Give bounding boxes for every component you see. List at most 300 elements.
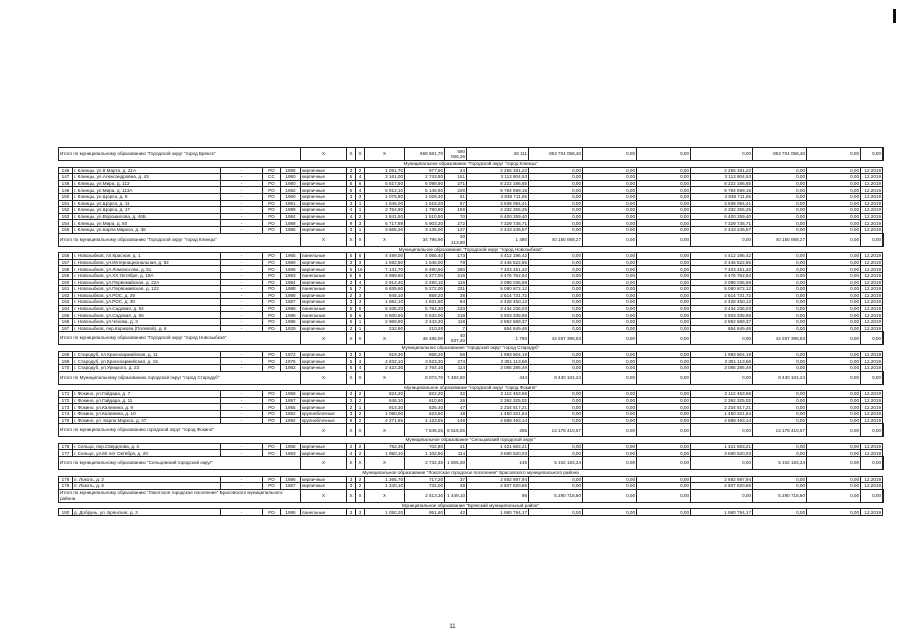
section-title: Муниципальное образование "городской округ "город Фокино" bbox=[59, 384, 883, 391]
table-cell: панельные bbox=[301, 253, 347, 260]
table-cell: 0,00 bbox=[807, 443, 861, 450]
table-cell: кирпичные bbox=[301, 220, 347, 227]
table-cell: 168 bbox=[59, 351, 73, 358]
table-cell: 1 bbox=[356, 404, 365, 411]
table-cell: 161 bbox=[59, 286, 73, 293]
table-row bbox=[59, 483, 884, 490]
total-cell bbox=[883, 424, 884, 437]
table-cell: 0,00 bbox=[637, 266, 691, 273]
total-cell: 95 bbox=[467, 489, 529, 502]
table-cell: кирпичные bbox=[301, 450, 347, 457]
table-cell: 0,00 bbox=[807, 187, 861, 194]
total-row bbox=[59, 456, 884, 469]
total-cell: 853 704 058,40 bbox=[529, 148, 583, 161]
table-cell: кирпичные bbox=[301, 391, 347, 398]
table-cell: 0,00 bbox=[753, 325, 807, 332]
table-row bbox=[59, 220, 884, 227]
table-cell: 1985 bbox=[281, 167, 301, 174]
total-cell: X bbox=[347, 456, 356, 469]
table-cell: 2 334 817,21 bbox=[467, 404, 529, 411]
table-row bbox=[59, 312, 884, 319]
table-cell: 3 bbox=[356, 299, 365, 306]
table-cell: 166 bbox=[59, 319, 73, 326]
table-cell: 226 bbox=[445, 187, 467, 194]
table-cell: 3 639 094,41 bbox=[467, 200, 529, 207]
table-cell: 6 bbox=[356, 180, 365, 187]
table-cell: кирпичные bbox=[301, 292, 347, 299]
total-cell: 0,00 bbox=[807, 371, 861, 384]
table-cell: 2 bbox=[356, 411, 365, 418]
table-cell: 654 649,48 bbox=[691, 325, 753, 332]
table-cell: 180 bbox=[59, 509, 73, 516]
table-cell: 1 982,10 bbox=[365, 299, 405, 306]
table-cell: 822,20 bbox=[405, 391, 445, 398]
table-cell: 1 029,40 bbox=[405, 193, 445, 200]
table-cell: 4 bbox=[347, 213, 356, 220]
table-cell: 2 443 245,57 bbox=[691, 226, 753, 233]
table-cell: 12.2019 bbox=[861, 272, 883, 279]
table-cell: 0,00 bbox=[583, 305, 637, 312]
table-cell: - bbox=[221, 193, 263, 200]
table-cell: 1 bbox=[356, 200, 365, 207]
total-row bbox=[59, 332, 884, 345]
table-cell: панельные bbox=[301, 286, 347, 293]
table-cell: - bbox=[221, 299, 263, 306]
table-cell: 0,00 bbox=[807, 272, 861, 279]
total-cell: 8 430 104,24 bbox=[529, 371, 583, 384]
table-cell: 0,00 bbox=[753, 180, 807, 187]
table-cell: 3 bbox=[347, 411, 356, 418]
table-cell: 0,00 bbox=[753, 272, 807, 279]
table-cell: 6 839,60 bbox=[365, 286, 405, 293]
table-cell: 0,00 bbox=[753, 266, 807, 273]
total-row bbox=[59, 371, 884, 384]
table-cell: г. Новозыбков, ул.Чехова, д. 3 bbox=[73, 319, 221, 326]
table-cell: 3 085 286,49 bbox=[467, 365, 529, 372]
table-cell: 151 bbox=[445, 174, 467, 181]
table-cell: 0,00 bbox=[753, 483, 807, 490]
table-cell: крупноблочные bbox=[301, 417, 347, 424]
table-cell: 12.2019 bbox=[861, 319, 883, 326]
table-cell: 3 bbox=[356, 193, 365, 200]
total-cell: 0,00 bbox=[807, 489, 861, 502]
table-cell: 2 446 522,85 bbox=[467, 259, 529, 266]
table-cell: 0,00 bbox=[583, 450, 637, 457]
table-cell: 2 bbox=[356, 213, 365, 220]
table-cell: 2 862 669,37 bbox=[467, 319, 529, 326]
table-cell: 148 bbox=[59, 180, 73, 187]
table-cell: 4 332 255,25 bbox=[467, 207, 529, 214]
table-cell: 0,00 bbox=[807, 266, 861, 273]
table-cell: 170 bbox=[59, 365, 73, 372]
table-row bbox=[59, 226, 884, 233]
table-cell: 7 403 451,32 bbox=[691, 266, 753, 273]
table-cell: 5 bbox=[347, 253, 356, 260]
table-cell: 0,00 bbox=[529, 279, 583, 286]
table-cell: 12.2019 bbox=[861, 397, 883, 404]
table-cell: 0,00 bbox=[529, 174, 583, 181]
table-cell: г. Фокино, ул.Калинина, д. 10 bbox=[73, 411, 221, 418]
table-cell: 2 764,80 bbox=[365, 207, 405, 214]
table-cell: 3 113 804,53 bbox=[467, 174, 529, 181]
table-cell: 1984 bbox=[281, 279, 301, 286]
table-cell: 0,00 bbox=[753, 312, 807, 319]
total-cell: 0,00 bbox=[691, 233, 753, 246]
table-cell: 1 bbox=[356, 207, 365, 214]
table-cell: 7 329 736,71 bbox=[467, 220, 529, 227]
table-cell: г. Стародуб, ул.Красноармейская, д. 15 bbox=[73, 358, 221, 365]
table-cell: крупноблочные bbox=[301, 411, 347, 418]
table-cell: 37 bbox=[445, 476, 467, 483]
table-cell: 0,00 bbox=[753, 509, 807, 516]
table-cell: г. Новозыбков, пер.Коржова (Полевой), д. 6 bbox=[73, 325, 221, 332]
table-cell: 1 518,20 bbox=[405, 200, 445, 207]
table-cell: г. Клинцы, ул.Мира, д. 113 bbox=[73, 180, 221, 187]
table-cell: 654 649,48 bbox=[467, 325, 529, 332]
table-cell: РО bbox=[263, 312, 281, 319]
table-cell: 0,00 bbox=[637, 167, 691, 174]
table-cell: 7 329 736,71 bbox=[691, 220, 753, 227]
table-cell: панельные bbox=[301, 312, 347, 319]
table-cell: 0,00 bbox=[583, 404, 637, 411]
table-cell: РО bbox=[263, 226, 281, 233]
table-cell: 12.2019 bbox=[861, 483, 883, 490]
table-cell: 0,00 bbox=[807, 299, 861, 306]
table-cell: 67 bbox=[445, 200, 467, 207]
table-cell: 1957 bbox=[281, 397, 301, 404]
table-cell: 26 bbox=[445, 397, 467, 404]
table-cell: РО bbox=[263, 200, 281, 207]
table-cell: 1989 bbox=[281, 207, 301, 214]
table-row bbox=[59, 259, 884, 266]
table-cell: 12.2019 bbox=[861, 266, 883, 273]
table-row bbox=[59, 391, 884, 398]
table-cell: г. Клинцы, ул.Щорса, д. 9 bbox=[73, 193, 221, 200]
table-cell: 0,00 bbox=[807, 207, 861, 214]
table-cell: 3 bbox=[347, 509, 356, 516]
table-cell: 5 532,00 bbox=[405, 312, 445, 319]
total-cell: X bbox=[301, 332, 347, 345]
table-cell: 0,00 bbox=[637, 174, 691, 181]
total-label: Итого по Муниципальному образованию городской округ "город Стародуб" bbox=[59, 371, 301, 384]
table-cell: 1 980 794,17 bbox=[691, 509, 753, 516]
table-cell: 2 bbox=[356, 417, 365, 424]
table-cell: - bbox=[221, 200, 263, 207]
total-cell: X bbox=[347, 424, 356, 437]
table-cell: 3 096 036,88 bbox=[691, 279, 753, 286]
table-cell: 156 bbox=[59, 253, 73, 260]
table-cell: 1987 bbox=[281, 299, 301, 306]
total-cell: 0,00 bbox=[691, 371, 753, 384]
table-cell: 0,00 bbox=[583, 213, 637, 220]
table-cell: 1 510,50 bbox=[405, 213, 445, 220]
table-cell: 0,00 bbox=[637, 312, 691, 319]
table-cell: 0,00 bbox=[807, 483, 861, 490]
table-cell: 12.2019 bbox=[861, 253, 883, 260]
table-cell: РО bbox=[263, 253, 281, 260]
table-cell: д. Добрунь, ул. Брянская, д. 3 bbox=[73, 509, 221, 516]
table-cell: 945,10 bbox=[365, 292, 405, 299]
table-cell: 38 bbox=[445, 483, 467, 490]
section-title: Муниципальное образование "Брянский муниципальный район" bbox=[59, 502, 883, 509]
table-cell: 0,00 bbox=[637, 207, 691, 214]
table-cell: 233 bbox=[445, 305, 467, 312]
table-cell: 1972 bbox=[281, 351, 301, 358]
table-cell: 951,60 bbox=[405, 509, 445, 516]
table-cell: 6 bbox=[356, 305, 365, 312]
table-cell: - bbox=[221, 213, 263, 220]
table-cell: 3 135,00 bbox=[405, 226, 445, 233]
table-cell: 0,00 bbox=[807, 509, 861, 516]
table-cell: 7 bbox=[356, 286, 365, 293]
table-cell: 51 bbox=[445, 193, 467, 200]
table-cell: 4 bbox=[356, 187, 365, 194]
table-cell: 231 bbox=[445, 286, 467, 293]
table-cell: 1995 bbox=[281, 509, 301, 516]
table-cell: 5 bbox=[347, 319, 356, 326]
total-cell: 7 482,60 bbox=[445, 371, 467, 384]
table-cell: 146 bbox=[59, 167, 73, 174]
table-cell: 0,00 bbox=[637, 404, 691, 411]
table-cell: 0,00 bbox=[583, 207, 637, 214]
table-cell: 0,00 bbox=[807, 200, 861, 207]
total-cell: 0,00 bbox=[637, 424, 691, 437]
table-cell: 171 bbox=[59, 391, 73, 398]
table-cell: 3 bbox=[347, 279, 356, 286]
table-cell: РО bbox=[263, 391, 281, 398]
table-cell: 12.2019 bbox=[861, 325, 883, 332]
table-cell: панельные bbox=[301, 305, 347, 312]
table-cell: 3 bbox=[347, 476, 356, 483]
table-cell: 1 421 663,21 bbox=[467, 443, 529, 450]
table-row bbox=[59, 411, 884, 418]
table-cell: 174 bbox=[59, 411, 73, 418]
table-cell: 0,00 bbox=[753, 207, 807, 214]
table-cell: 2 256 181,22 bbox=[467, 167, 529, 174]
table-cell: 0,00 bbox=[753, 200, 807, 207]
table-cell: 8 222 186,65 bbox=[467, 180, 529, 187]
total-cell: 13 178 410,57 bbox=[753, 424, 807, 437]
table-row bbox=[59, 266, 884, 273]
table-cell: г. Новозыбков, ул.Садовая, д. 54 bbox=[73, 305, 221, 312]
table-cell: 0,00 bbox=[583, 391, 637, 398]
table-cell: 0,00 bbox=[583, 292, 637, 299]
table-cell: - bbox=[221, 305, 263, 312]
table-cell: кирпичные bbox=[301, 319, 347, 326]
table-cell: 5 812,10 bbox=[365, 187, 405, 194]
table-cell: РО bbox=[263, 259, 281, 266]
table-cell: 6 490,50 bbox=[405, 266, 445, 273]
table-cell: СС bbox=[263, 174, 281, 181]
total-cell: 853 704 058,40 bbox=[753, 148, 807, 161]
table-cell: 159 bbox=[445, 207, 467, 214]
table-cell: 12.2019 bbox=[861, 404, 883, 411]
table-cell: 9 bbox=[347, 417, 356, 424]
table-cell: - bbox=[221, 450, 263, 457]
table-cell: 70 bbox=[445, 213, 467, 220]
section-row bbox=[59, 161, 884, 168]
table-cell: кирпичные bbox=[301, 193, 347, 200]
total-cell: 46 486,00 bbox=[405, 332, 445, 345]
total-cell: 2 732,45 bbox=[405, 456, 445, 469]
table-cell: 0,00 bbox=[637, 193, 691, 200]
table-cell: - bbox=[221, 411, 263, 418]
table-cell: 0,00 bbox=[583, 272, 637, 279]
table-cell: 0,00 bbox=[529, 358, 583, 365]
table-cell: кирпичные bbox=[301, 397, 347, 404]
table-cell: 0,00 bbox=[753, 292, 807, 299]
table-cell: 0,00 bbox=[753, 187, 807, 194]
table-cell: 162 bbox=[59, 292, 73, 299]
table-cell: 0,00 bbox=[529, 391, 583, 398]
table-cell: 0,00 bbox=[753, 193, 807, 200]
table-cell: 38 bbox=[445, 292, 467, 299]
table-cell: 7 bbox=[445, 325, 467, 332]
table-cell: 2 968,90 bbox=[365, 319, 405, 326]
table-cell: 3 bbox=[347, 259, 356, 266]
table-cell: 0,00 bbox=[807, 305, 861, 312]
total-cell: 8 073,70 bbox=[405, 371, 445, 384]
table-row bbox=[59, 509, 884, 516]
table-cell: 0,00 bbox=[583, 174, 637, 181]
total-cell: 0,00 bbox=[807, 148, 861, 161]
table-cell: 0,00 bbox=[637, 319, 691, 326]
table-cell: 1983 bbox=[281, 272, 301, 279]
table-cell: 1988 bbox=[281, 286, 301, 293]
table-cell: 0,00 bbox=[583, 509, 637, 516]
total-cell: 1 449,10 bbox=[445, 489, 467, 502]
table-cell: 0,00 bbox=[753, 411, 807, 418]
total-cell: 0,00 bbox=[861, 424, 883, 437]
table-cell: 0,00 bbox=[807, 391, 861, 398]
table-cell: 3 bbox=[356, 292, 365, 299]
total-cell: 0,00 bbox=[583, 332, 637, 345]
total-cell: 0,00 bbox=[861, 233, 883, 246]
table-cell: - bbox=[221, 253, 263, 260]
table-cell: 271 bbox=[445, 180, 467, 187]
table-cell: 1 bbox=[356, 226, 365, 233]
table-cell: 0,00 bbox=[807, 417, 861, 424]
table-cell: 0,00 bbox=[807, 193, 861, 200]
table-cell: 1985 bbox=[281, 226, 301, 233]
table-cell: 6 500,60 bbox=[365, 312, 405, 319]
table-cell: 3 680 520,03 bbox=[467, 450, 529, 457]
table-cell: - bbox=[221, 174, 263, 181]
table-cell: 179 bbox=[59, 483, 73, 490]
table-cell: 3 665,26 bbox=[365, 226, 405, 233]
table-cell: 3 bbox=[347, 351, 356, 358]
table-cell: 1 050,20 bbox=[365, 509, 405, 516]
table-cell: 1966 bbox=[281, 266, 301, 273]
table-cell: 0,00 bbox=[529, 220, 583, 227]
table-cell: 0,00 bbox=[807, 174, 861, 181]
table-cell: 1 692,50 bbox=[365, 259, 405, 266]
table-cell: 12.2019 bbox=[861, 167, 883, 174]
table-cell: 0,00 bbox=[583, 319, 637, 326]
table-cell: 866,20 bbox=[405, 351, 445, 358]
table-row bbox=[59, 351, 884, 358]
table-cell: 78 bbox=[445, 259, 467, 266]
table-cell: 3 639 094,41 bbox=[691, 200, 753, 207]
total-cell: 0,00 bbox=[861, 489, 883, 502]
table-cell: 2 bbox=[356, 351, 365, 358]
table-cell: 154 bbox=[59, 220, 73, 227]
table-row bbox=[59, 213, 884, 220]
table-cell: 6 bbox=[356, 272, 365, 279]
total-cell: X bbox=[365, 424, 405, 437]
table-cell: 1 950,10 bbox=[365, 450, 405, 457]
table-cell: 0,00 bbox=[753, 397, 807, 404]
table-cell: 114 bbox=[445, 450, 467, 457]
total-cell: 0,00 bbox=[807, 332, 861, 345]
table-row bbox=[59, 167, 884, 174]
table-row bbox=[59, 404, 884, 411]
table-cell: 0,00 bbox=[753, 319, 807, 326]
total-label: Итого по муниципальному образованию городской округ "город Фокино" bbox=[59, 424, 301, 437]
table-cell: 5 bbox=[347, 266, 356, 273]
table-cell: 1961 bbox=[281, 200, 301, 207]
table-cell: 1 051,70 bbox=[365, 167, 405, 174]
table-cell: 0,00 bbox=[583, 483, 637, 490]
table-cell: 158 bbox=[59, 266, 73, 273]
table-cell: 4 277,00 bbox=[405, 272, 445, 279]
table-cell: 6 400 259,40 bbox=[691, 213, 753, 220]
table-cell: 2 bbox=[356, 476, 365, 483]
table-cell: 42 bbox=[445, 509, 467, 516]
table-cell: - bbox=[221, 509, 263, 516]
total-cell: 40 150 068,27 bbox=[753, 233, 807, 246]
total-label: Итого по муниципальному образованию "Городской округ "город Новозыбков" bbox=[59, 332, 301, 345]
table-cell: 1 993 804,19 bbox=[691, 351, 753, 358]
table-cell: г. Новозыбков, ул.РОС, д. 30 bbox=[73, 299, 221, 306]
table-cell: - bbox=[221, 286, 263, 293]
table-cell: 3 434 236,03 bbox=[467, 305, 529, 312]
table-cell: 1988 bbox=[281, 292, 301, 299]
total-cell: 0,00 bbox=[691, 424, 753, 437]
table-cell: 0,00 bbox=[753, 286, 807, 293]
table-cell: кирпичные bbox=[301, 180, 347, 187]
table-cell: 1 265,70 bbox=[365, 476, 405, 483]
table-cell: - bbox=[221, 167, 263, 174]
table-cell: 0,00 bbox=[583, 351, 637, 358]
table-cell: кирпичные bbox=[301, 483, 347, 490]
table-cell: 0,00 bbox=[529, 187, 583, 194]
table-cell: 0,00 bbox=[637, 325, 691, 332]
table-cell: 6 784 599,16 bbox=[691, 187, 753, 194]
table-cell: г. Новозыбков, ул.Первомайская, д. 122 bbox=[73, 286, 221, 293]
total-cell: 669 581,70 bbox=[405, 148, 445, 161]
table-cell: 4 123,65 bbox=[405, 417, 445, 424]
table-cell: 2 446 522,85 bbox=[691, 259, 753, 266]
table-cell: 12.2019 bbox=[861, 509, 883, 516]
table-cell: - bbox=[221, 220, 263, 227]
section-row bbox=[59, 502, 884, 509]
table-cell: 0,00 bbox=[583, 220, 637, 227]
table-cell: 0,00 bbox=[529, 483, 583, 490]
table-cell: кирпичные bbox=[301, 207, 347, 214]
table-cell: 4 066,40 bbox=[405, 253, 445, 260]
table-cell: г. Новозыбков, ул.Ломоносова, д. 51 bbox=[73, 266, 221, 273]
table-cell: РО bbox=[263, 193, 281, 200]
table-cell: 3 bbox=[347, 200, 356, 207]
total-row bbox=[59, 424, 884, 437]
table-cell: г. Новозыбков, ул.Садовая, д. 56 bbox=[73, 312, 221, 319]
table-cell: 0,00 bbox=[807, 220, 861, 227]
table-cell: - bbox=[221, 292, 263, 299]
total-cell: X bbox=[301, 233, 347, 246]
table-cell: 0,00 bbox=[637, 187, 691, 194]
total-cell: 40 150 068,27 bbox=[529, 233, 583, 246]
